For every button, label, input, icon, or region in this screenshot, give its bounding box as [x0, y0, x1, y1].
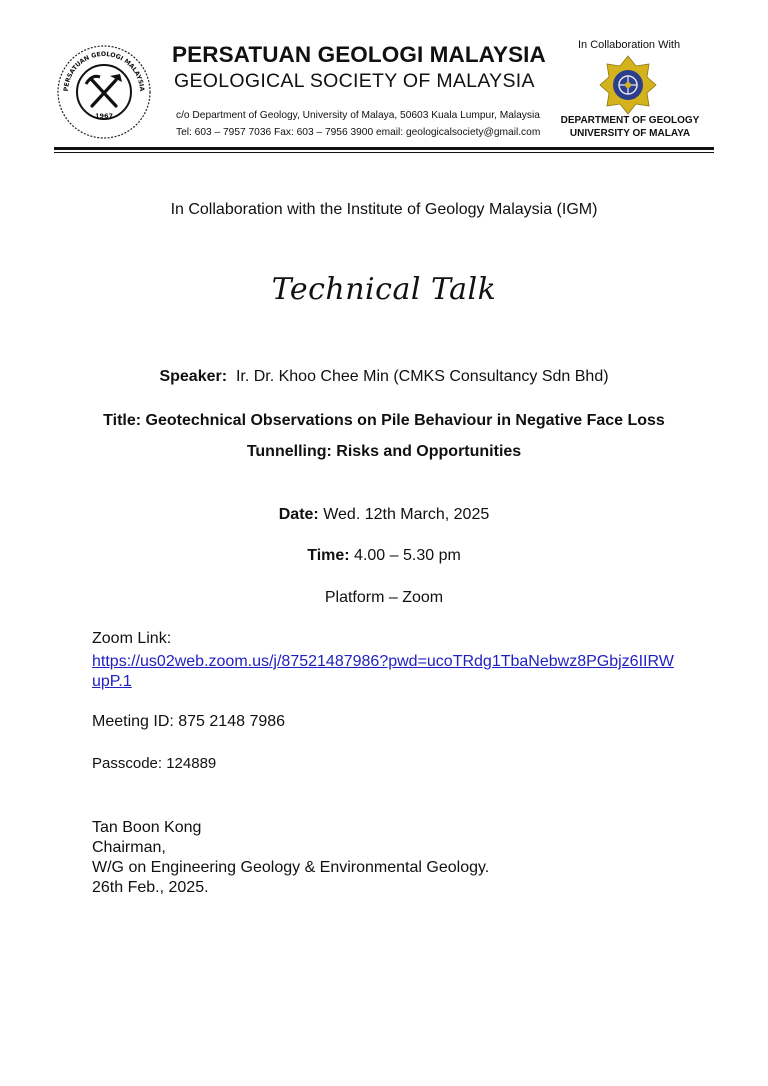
- collaboration-label: In Collaboration With: [578, 39, 681, 51]
- signatory-group: W/G on Engineering Geology & Environmental Geology.: [92, 859, 490, 876]
- svg-text:PERSATUAN GEOLOGI MALAYSIA: [63, 51, 145, 92]
- signature-date: 26th Feb., 2025.: [92, 879, 209, 896]
- time-line: [0, 547, 768, 565]
- date-label: Date:: [278, 506, 319, 523]
- signatory-role: Chairman,: [92, 839, 166, 856]
- signatory-name: Tan Boon Kong: [92, 819, 202, 836]
- meeting-passcode: Passcode: 124889: [92, 755, 217, 772]
- collaboration-statement: In Collaboration with the Institute of Geology Malaysia (IGM): [170, 201, 598, 218]
- header-divider-thick: [54, 147, 714, 150]
- zoom-link-label: Zoom Link:: [92, 630, 172, 647]
- platform-line: Platform – Zoom: [324, 589, 444, 606]
- header-divider-thin: [54, 152, 714, 153]
- seal-ring-text: PERSATUAN GEOLOGI MALAYSIA: [62, 50, 146, 92]
- society-seal-logo: [54, 40, 154, 140]
- event-time: 4.00 – 5.30 pm: [354, 547, 461, 564]
- event-heading: Technical Talk: [271, 272, 497, 307]
- speaker-line: [0, 368, 768, 386]
- date-line: [0, 506, 768, 524]
- organization-address: c/o Department of Geology, University of Malaya, 50603 Kuala Lumpur, Malaysia: [176, 110, 540, 121]
- time-label: Time:: [307, 547, 350, 564]
- zoom-meeting-link[interactable]: https://us02web.zoom.us/j/87521487986?pwd=ucoTRdg1TbaNebwz8PGbjz6IIRWupP.1: [92, 653, 674, 690]
- organization-contact: Tel: 603 – 7957 7036 Fax: 603 – 7956 3900 email: geologicalsociety@gmail.com: [176, 127, 541, 138]
- talk-title-line-2: Tunnelling: Risks and Opportunities: [246, 443, 522, 460]
- university-crest-logo: [598, 54, 658, 116]
- speaker-label: Speaker:: [159, 368, 228, 385]
- department-university: UNIVERSITY OF MALAYA: [569, 128, 691, 139]
- department-name: DEPARTMENT OF GEOLOGY: [560, 115, 700, 126]
- talk-title-line-1: Title: Geotechnical Observations on Pile Behaviour in Negative Face Loss: [103, 412, 665, 429]
- meeting-id: Meeting ID: 875 2148 7986: [92, 713, 286, 730]
- speaker-name: Ir. Dr. Khoo Chee Min (CMKS Consultancy Sdn Bhd): [235, 368, 609, 385]
- organization-name-english: GEOLOGICAL SOCIETY OF MALAYSIA: [174, 70, 535, 92]
- organization-name: PERSATUAN GEOLOGI MALAYSIA: [172, 42, 546, 67]
- seal-year: 1967: [94, 112, 114, 120]
- event-date: Wed. 12th March, 2025: [323, 506, 490, 523]
